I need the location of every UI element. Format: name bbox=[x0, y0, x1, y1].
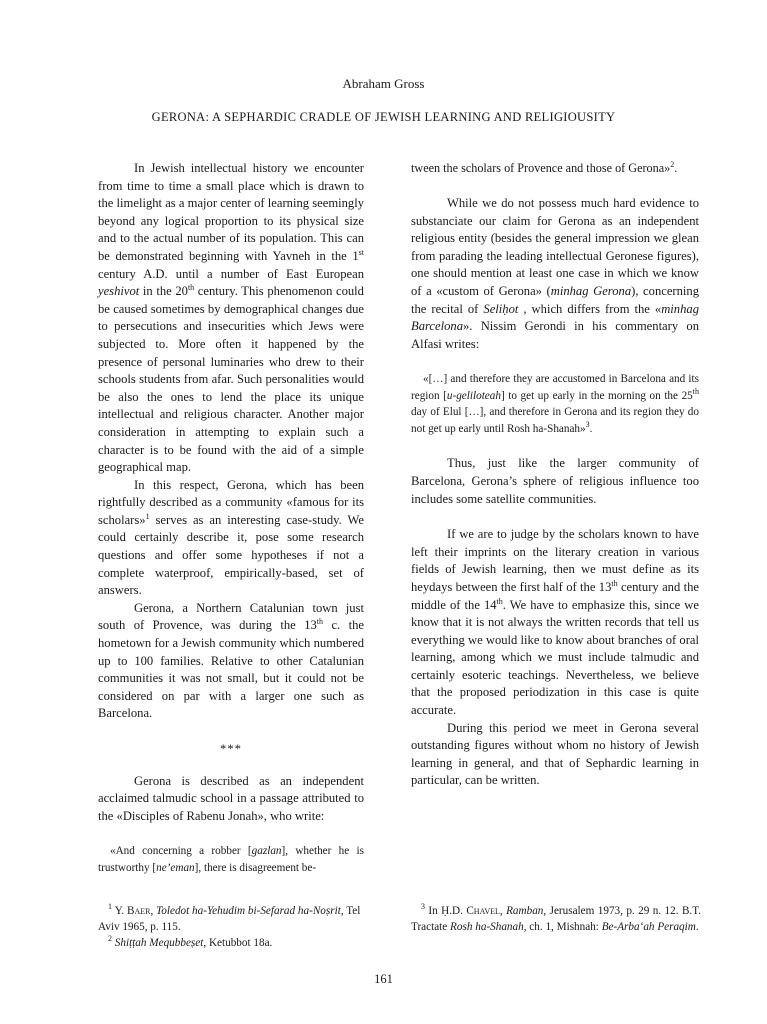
paragraph-satellite: Thus, just like the larger community of Barcelona, Gerona’s sphere of religious influence too includes some satellite communities. bbox=[411, 456, 699, 506]
page-number: 161 bbox=[374, 972, 393, 986]
paragraph-custom-of-gerona: While we do not possess much hard evidence to substanciate our claim for Gerona as an independent religious entity (besides the general impression we glean from parading the leading intellectual Geronese figures), one should mention at least one case in which we know of a «custom of Gerona» (minhag Gerona), concerning the recital of Seliḥot , which differs from the «minhag Barcelona». Nissim Gerondi in his commentary on Alfasi writes: bbox=[411, 196, 699, 351]
right-column bbox=[411, 160, 699, 790]
paragraph-figures: During this period we meet in Gerona several outstanding figures without whom no history of Jewish learning in general, and that of Sephardic learning in particular, can be written. bbox=[411, 720, 699, 788]
paragraph-intro: In Jewish intellectual history we encounter from time to time a small place which is drawn to the limelight as a major center of learning seemingly beyond any logical proportion to its physical size and to the actual number of its population. This can be demonstrated beginning with Yavneh in the 1st century A.D. until a number of East European yeshivot in the 20th century. This phenomenon could be caused sometimes by demographical changes due to persecutions and insecurities which Jews were subjected to. More often it happened by the presence of personal luminaries who drew to their schools students from afar. Such personalities would be also the ones to lend the place its unique intellectual and religious character. Another major consideration in attempting to explain such a character is to be found with the aid of a simple geographical map. bbox=[98, 161, 364, 475]
footnote-2: $^2$ Shiṭṭah Mequbbeṣet, Ketubbot 18a. bbox=[108, 934, 273, 949]
footnotes-right bbox=[411, 903, 701, 935]
paragraph-gerona-town: Gerona, a Northern Catalunian town just south of Provence, was during the 13th c. the hometown for a Jewish community which numbered up to 100 families. Relative to other Catalunian communities it was not small, but it could not be considered on par with a larger one such as Barcelona. bbox=[98, 600, 365, 721]
article-author: Abraham Gross bbox=[342, 76, 425, 91]
paragraph-case-study: In this respect, Gerona, which has been rightfully described as a community «famous for its scholars»$^1$ serves as an interesting case-study. We could certainly describe it, pose some research questions and offer some hypotheses if not a complete waterproof, empirically-based, set of answers. bbox=[98, 477, 364, 598]
footnote-1: $^1$ Y. Baer, Toledot ha-Yehudim bi-Sefarad ha-Noṣrit, Tel Aviv 1965, p. 115. bbox=[98, 902, 361, 933]
quote-robber-continued: tween the scholars of Provence and those of Gerona»$^2$. bbox=[411, 160, 678, 175]
section-separator: *** bbox=[220, 742, 242, 756]
paragraph-heydays: If we are to judge by the scholars known to have left their imprints on the literary creation in various fields of Jewish learning, then we must define as its heydays between the first half of the 13th century and the middle of the 14th. We have to emphasize this, since we know that it is not always the written records that tell us everything we would like to know about branches of oral learning, among which we must include talmudic and certainly esoteric teachings. Nevertheless, we believe that the proposed periodization in this case is quite accurate. bbox=[411, 527, 699, 718]
paragraph-talmudic-school: Gerona is described as an independent acclaimed talmudic school in a passage attributed to the «Disciples of Rabenu Jonah», who write: bbox=[98, 773, 364, 823]
quote-robber: «And concerning a robber [gazlan], whether he is trustworthy [ne’eman], there is disagreement be- bbox=[98, 845, 365, 874]
article-title: GERONA: A SEPHARDIC CRADLE OF JEWISH LEARNING AND RELIGIOUSITY bbox=[151, 110, 616, 124]
left-column bbox=[98, 160, 364, 876]
quote-elul: «[…] and therefore they are accustomed in Barcelona and its region [u-geliloteah] to get up early in the morning on the 25th day of Elul […], and therefore in Gerona and its region they do not get up early until Rosh ha-Shanah»$^3$. bbox=[411, 373, 699, 435]
footnote-3: $^3$ In Ḥ.D. Chavel, Ramban, Jerusalem 1973, p. 29 n. 12. B.T. Tractate Rosh ha-Shanah, ch. 1, Mishnah: Be-Arba‘ah Peraqim. bbox=[411, 902, 702, 933]
footnotes-left bbox=[98, 903, 378, 951]
